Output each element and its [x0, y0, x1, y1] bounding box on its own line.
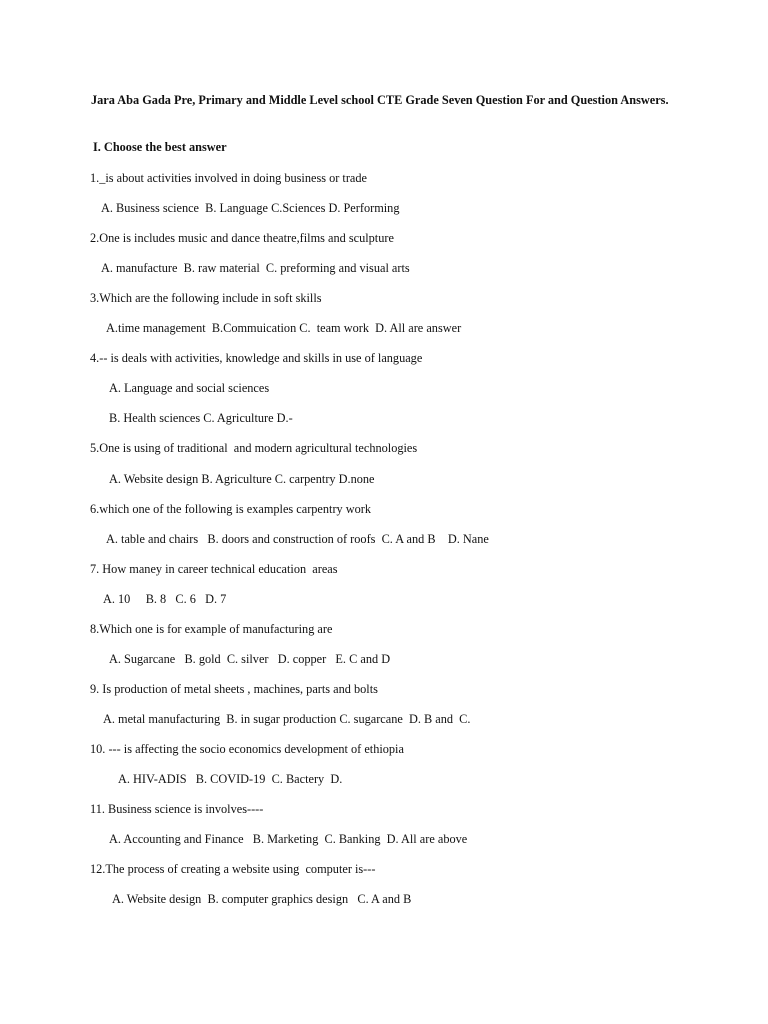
question-11-options: A. Accounting and Finance B. Marketing C. Banking D. All are above	[109, 832, 468, 846]
question-12-options: A. Website design B. computer graphics design C. A and B	[112, 892, 412, 906]
document-title: Jara Aba Gada Pre, Primary and Middle Level school CTE Grade Seven Question For and Question Answers.	[91, 93, 669, 107]
question-10-options: A. HIV-ADIS B. COVID-19 C. Bactery D.	[118, 772, 343, 786]
question-5: 5.One is using of traditional and modern agricultural technologies	[90, 441, 418, 455]
question-5-options: A. Website design B. Agriculture C. carpentry D.none	[109, 472, 375, 486]
question-3-options: A.time management B.Commuication C. team work D. All are answer	[106, 321, 462, 335]
question-9: 9. Is production of metal sheets , machines, parts and bolts	[90, 682, 378, 696]
question-3: 3.Which are the following include in soft skills	[90, 291, 322, 305]
question-12: 12.The process of creating a website using computer is---	[90, 862, 376, 876]
question-1-options: A. Business science B. Language C.Sciences D. Performing	[101, 201, 400, 215]
question-11: 11. Business science is involves----	[90, 802, 264, 816]
question-1: 1._is about activities involved in doing business or trade	[90, 171, 367, 185]
question-8-options: A. Sugarcane B. gold C. silver D. copper E. C and D	[109, 652, 391, 666]
question-2-options: A. manufacture B. raw material C. preforming and visual arts	[101, 261, 410, 275]
question-6: 6.which one of the following is examples carpentry work	[90, 502, 372, 516]
question-7-options: A. 10 B. 8 C. 6 D. 7	[103, 592, 227, 606]
section-heading: I. Choose the best answer	[93, 140, 227, 154]
question-6-options: A. table and chairs B. doors and construction of roofs C. A and B D. Nane	[106, 532, 489, 546]
question-7: 7. How maney in career technical education areas	[90, 562, 338, 576]
question-4-options: A. Language and social sciences	[109, 381, 270, 395]
question-4: 4.-- is deals with activities, knowledge and skills in use of language	[90, 351, 423, 365]
question-8: 8.Which one is for example of manufacturing are	[90, 622, 333, 636]
question-4-options: B. Health sciences C. Agriculture D.-	[109, 411, 293, 425]
question-10: 10. --- is affecting the socio economics development of ethiopia	[90, 742, 404, 756]
question-2: 2.One is includes music and dance theatre,films and sculpture	[90, 231, 394, 245]
question-9-options: A. metal manufacturing B. in sugar production C. sugarcane D. B and C.	[103, 712, 471, 726]
